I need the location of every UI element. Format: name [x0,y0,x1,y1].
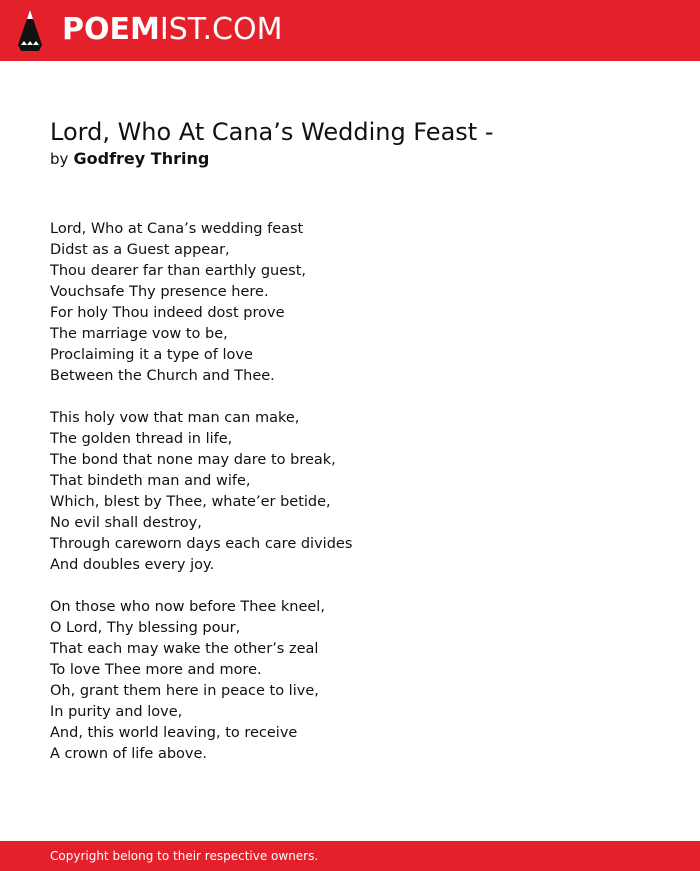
poem-line: The marriage vow to be, [50,326,228,342]
brand-bold: POEM [62,12,160,47]
poem-line: Which, blest by Thee, whate’er betide, [50,494,331,510]
poem-line: A crown of life above. [50,746,208,762]
byline [50,148,209,170]
poem-line: That bindeth man and wife, [50,473,251,489]
poem-line: In purity and love, [50,704,183,720]
poem-line: To love Thee more and more. [50,662,262,678]
poem-line: This holy vow that man can make, [50,410,300,426]
stanza [50,597,352,765]
poem-line: O Lord, Thy blessing pour, [50,620,241,636]
poem-line: Vouchsafe Thy presence here. [50,284,269,300]
site-footer [0,841,700,871]
stanza [50,219,352,387]
author-name: Godfrey Thring [73,149,210,168]
site-logo-link[interactable] [62,12,282,48]
brand-light: IST.COM [159,12,283,47]
poem-line: The bond that none may dare to break, [50,452,336,468]
stanza [50,408,352,576]
copyright-text: Copyright belong to their respective owners. [50,849,319,863]
poem-line: Through careworn days each care divides [50,536,353,552]
poem-line: That each may wake the other’s zeal [50,641,319,657]
poem-title: Lord, Who At Cana’s Wedding Feast - [50,118,494,146]
poem-line: And doubles every joy. [50,557,215,573]
poem-line: On those who now before Thee kneel, [50,599,325,615]
poem-body [50,219,352,786]
poem-line: Lord, Who at Cana’s wedding feast [50,221,304,237]
poem-line: The golden thread in life, [50,431,233,447]
poem-line: No evil shall destroy, [50,515,202,531]
poem-line: Oh, grant them here in peace to live, [50,683,319,699]
poem-line: Thou dearer far than earthly guest, [50,263,307,279]
poem-line: Between the Church and Thee. [50,368,275,384]
poem-line: Proclaiming it a type of love [50,347,253,363]
poem-line: Didst as a Guest appear, [50,242,230,258]
poem-line: For holy Thou indeed dost prove [50,305,285,321]
poem-line: And, this world leaving, to receive [50,725,298,741]
pencil-icon [18,10,42,51]
by-label: by [50,150,69,168]
site-header [0,0,700,61]
